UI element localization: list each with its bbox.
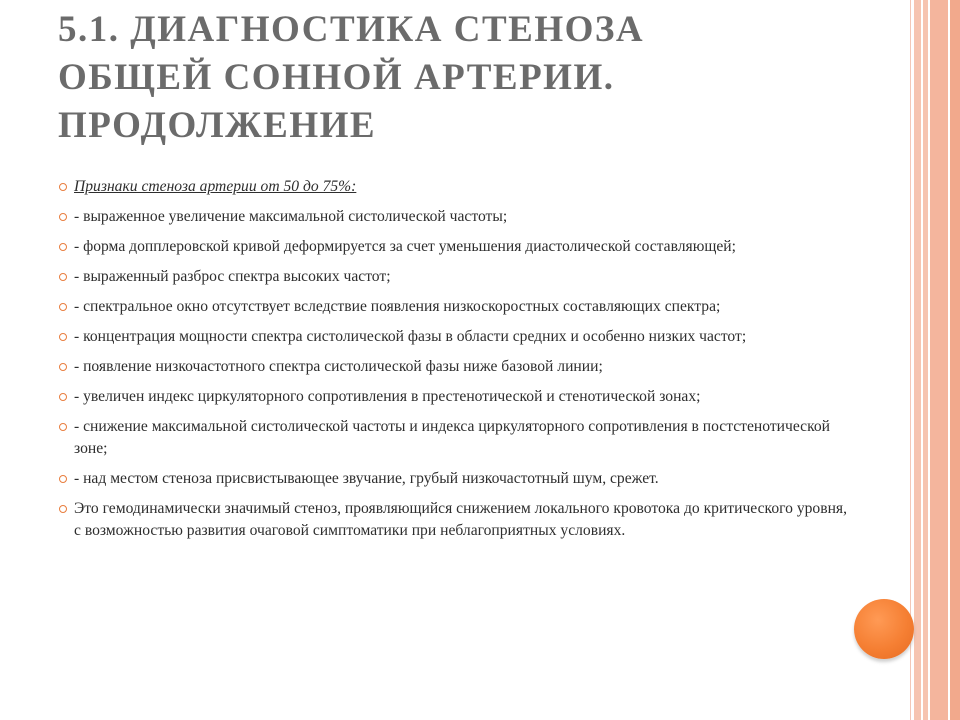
list-item xyxy=(58,296,848,318)
bullet-ring-icon xyxy=(59,475,67,483)
bullet-ring-icon xyxy=(59,423,67,431)
list-heading-text: Признаки стеноза артерии от 50 до 75%: xyxy=(74,178,357,195)
slide-title xyxy=(58,6,898,150)
list-item-text: - появление низкочастотного спектра систолической фазы ниже базовой линии; xyxy=(74,358,603,375)
bullet-ring-icon xyxy=(59,505,67,513)
list-item xyxy=(58,206,848,228)
bullet-ring-icon xyxy=(59,273,67,281)
stripe xyxy=(930,0,948,720)
list-item-text: - выраженный разброс спектра высоких частот; xyxy=(74,268,391,285)
bullet-ring-icon xyxy=(59,243,67,251)
list-item-text: - снижение максимальной систолической частоты и индекса циркуляторного сопротивления в постстенотической зоне; xyxy=(74,418,830,457)
list-item-text: - форма допплеровской кривой деформируется за счет уменьшения диастолической составляющей; xyxy=(74,238,736,255)
bullet-ring-icon xyxy=(59,183,67,191)
list-item-text: Это гемодинамически значимый стеноз, проявляющийся снижением локального кровотока до критического уровня, с возможностью развития очаговой симптоматики при неблагоприятных условиях. xyxy=(74,500,847,539)
bullet-ring-icon xyxy=(59,303,67,311)
bullet-list xyxy=(58,176,848,550)
list-item xyxy=(58,498,848,542)
list-item-text: - спектральное окно отсутствует вследствие появления низкоскоростных составляющих спектра; xyxy=(74,298,721,315)
bullet-ring-icon xyxy=(59,393,67,401)
list-item xyxy=(58,468,848,490)
list-item-text: - концентрация мощности спектра систолической фазы в области средних и особенно низких частот; xyxy=(74,328,747,345)
decorative-stripes xyxy=(910,0,960,720)
bullet-ring-icon xyxy=(59,213,67,221)
list-item xyxy=(58,386,848,408)
title-line-3: ПРОДОЛЖЕНИЕ xyxy=(58,105,377,146)
list-item-text: - над местом стеноза присвистывающее звучание, грубый низкочастотный шум, срежет. xyxy=(74,470,659,487)
title-line-2: ОБЩЕЙ СОННОЙ АРТЕРИИ. xyxy=(58,57,615,98)
stripe xyxy=(914,0,921,720)
list-item xyxy=(58,356,848,378)
orange-circle-ornament xyxy=(854,599,914,659)
list-item-text: - увеличен индекс циркуляторного сопротивления в престенотической и стенотической зонах; xyxy=(74,388,701,405)
list-item xyxy=(58,266,848,288)
bullet-ring-icon xyxy=(59,333,67,341)
title-line-1: 5.1. ДИАГНОСТИКА СТЕНОЗА xyxy=(58,9,645,50)
stripe xyxy=(950,0,960,720)
list-item xyxy=(58,416,848,460)
stripe xyxy=(923,0,928,720)
list-heading xyxy=(58,176,848,198)
stripe xyxy=(910,0,911,720)
list-item xyxy=(58,236,848,258)
list-item-text: - выраженное увеличение максимальной систолической частоты; xyxy=(74,208,508,225)
list-item xyxy=(58,326,848,348)
bullet-ring-icon xyxy=(59,363,67,371)
